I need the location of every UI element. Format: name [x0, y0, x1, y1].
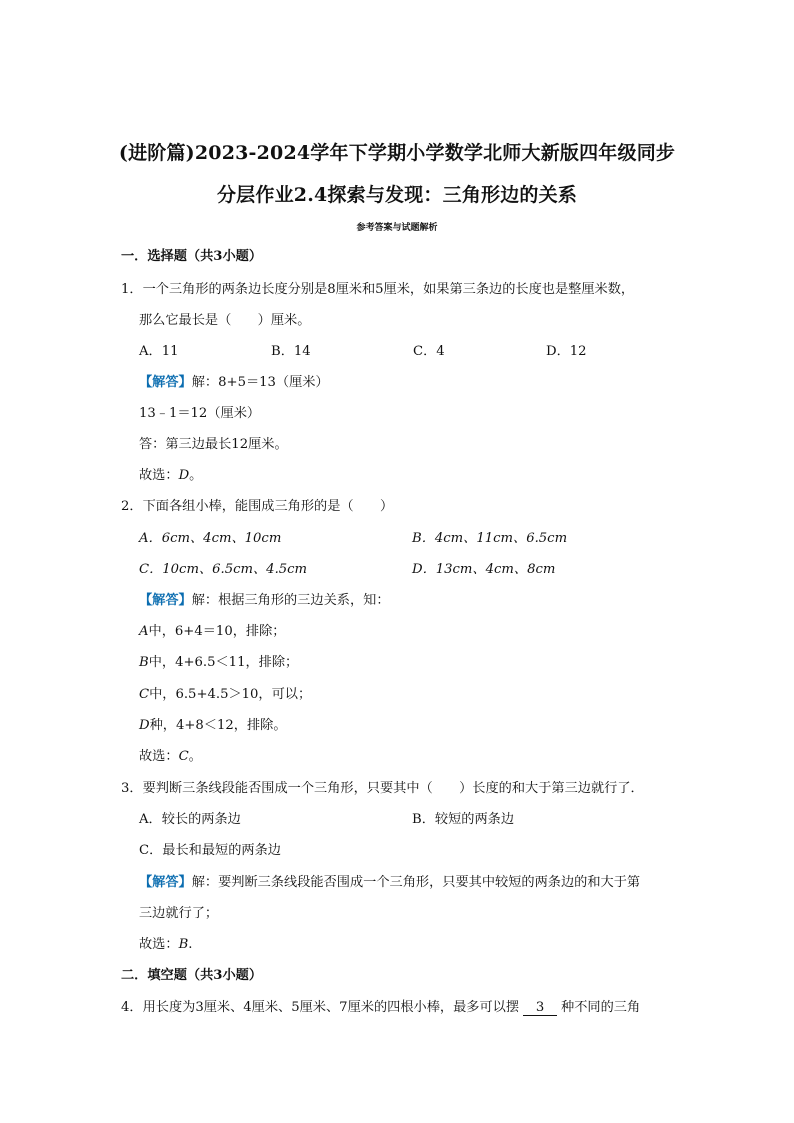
case-letter: D — [139, 718, 150, 733]
answer-text: 解：8+5＝13（厘米） — [191, 375, 329, 390]
answer-text: 解：要判断三条线段能否围成一个三角形，只要其中较短的两条边的和大于第 — [191, 875, 641, 890]
question-2-choice — [139, 748, 202, 766]
question-3-option-c: C．最长和最短的两条边 — [139, 843, 281, 858]
choice-suffix: 。 — [189, 468, 203, 483]
question-3-stem: 3．要判断三条线段能否围成一个三角形，只要其中（ ）长度的和大于第三边就行了． — [121, 781, 644, 796]
choice-prefix: 故选： — [139, 749, 179, 764]
question-2-option-b: B．4cm、11cm、6.5cm — [412, 531, 568, 546]
answer-tag: 【解答】 — [139, 593, 192, 608]
question-1-option-a: A．11 — [139, 344, 179, 359]
question-1-answer-line2: 13﹣1＝12（厘米） — [139, 406, 261, 421]
question-1-choice — [139, 467, 202, 485]
answer-tag: 【解答】 — [139, 375, 192, 390]
question-1-option-c: C．4 — [413, 344, 445, 359]
question-1-stem-line2: 那么它最长是（ ）厘米。 — [139, 313, 311, 328]
question-1-answer-line3: 答：第三边最长12厘米。 — [139, 437, 288, 452]
case-text: 中，4+6.5＜11，排除； — [148, 655, 299, 670]
case-text: 中，6.5+4.5＞10，可以； — [149, 687, 312, 702]
answer-text: 解：根据三角形的三边关系，知： — [191, 593, 390, 608]
stem-before: 4．用长度为3厘米、4厘米、5厘米、7厘米的四根小棒，最多可以摆 — [121, 1000, 520, 1015]
question-4-stem — [121, 999, 640, 1017]
case-letter: C — [139, 687, 150, 702]
question-1-stem-line1: 1．一个三角形的两条边长度分别是8厘米和5厘米，如果第三条边的长度也是整厘米数， — [121, 282, 635, 297]
question-2-option-c: C．10cm、6.5cm、4.5cm — [139, 562, 308, 577]
choice-suffix: 。 — [188, 749, 202, 764]
stem-after: 种不同的三角 — [561, 1000, 641, 1015]
document-subtitle: 参考答案与试题解析 — [356, 223, 438, 233]
question-3-answer — [139, 874, 640, 892]
section-heading-fill: 二．填空题（共3小题） — [121, 968, 263, 983]
document-title-line2: 分层作业2.4探索与发现：三角形边的关系 — [216, 184, 578, 206]
case-text: 中，6+4＝10，排除； — [148, 624, 286, 639]
question-1-option-b: B．14 — [271, 344, 311, 359]
case-letter: B — [139, 655, 149, 670]
question-2-case-d — [139, 717, 287, 735]
question-3-option-a: A．较长的两条边 — [139, 812, 241, 827]
question-2-case-c — [139, 686, 311, 704]
question-2-case-b — [139, 654, 298, 672]
choice-prefix: 故选： — [139, 937, 179, 952]
answer-blank: 3 — [523, 1000, 557, 1016]
question-3-option-b: B．较短的两条边 — [412, 812, 515, 827]
question-2-case-a — [139, 623, 285, 641]
question-3-choice — [139, 936, 192, 954]
question-2-option-a: A．6cm、4cm、10cm — [139, 531, 282, 546]
answer-tag: 【解答】 — [139, 875, 192, 890]
case-text: 种，4+8＜12，排除。 — [149, 718, 287, 733]
choice-letter: B — [178, 937, 189, 952]
section-heading-choice: 一．选择题（共3小题） — [121, 249, 263, 264]
choice-suffix: . — [188, 937, 193, 952]
question-2-stem: 2．下面各组小棒，能围成三角形的是（ ） — [121, 499, 394, 514]
case-letter: A — [139, 624, 149, 639]
question-3-answer-line2: 三边就行了； — [139, 906, 219, 921]
question-1-answer — [139, 374, 329, 392]
choice-letter: C — [178, 749, 189, 764]
question-1-option-d: D．12 — [546, 344, 587, 359]
document-title-line1: (进阶篇)2023-2024学年下学期小学数学北师大新版四年级同步 — [118, 142, 676, 164]
choice-letter: D — [178, 468, 190, 483]
question-2-answer — [139, 592, 390, 610]
question-2-option-d: D．13cm、4cm、8cm — [412, 562, 556, 577]
choice-prefix: 故选： — [139, 468, 179, 483]
